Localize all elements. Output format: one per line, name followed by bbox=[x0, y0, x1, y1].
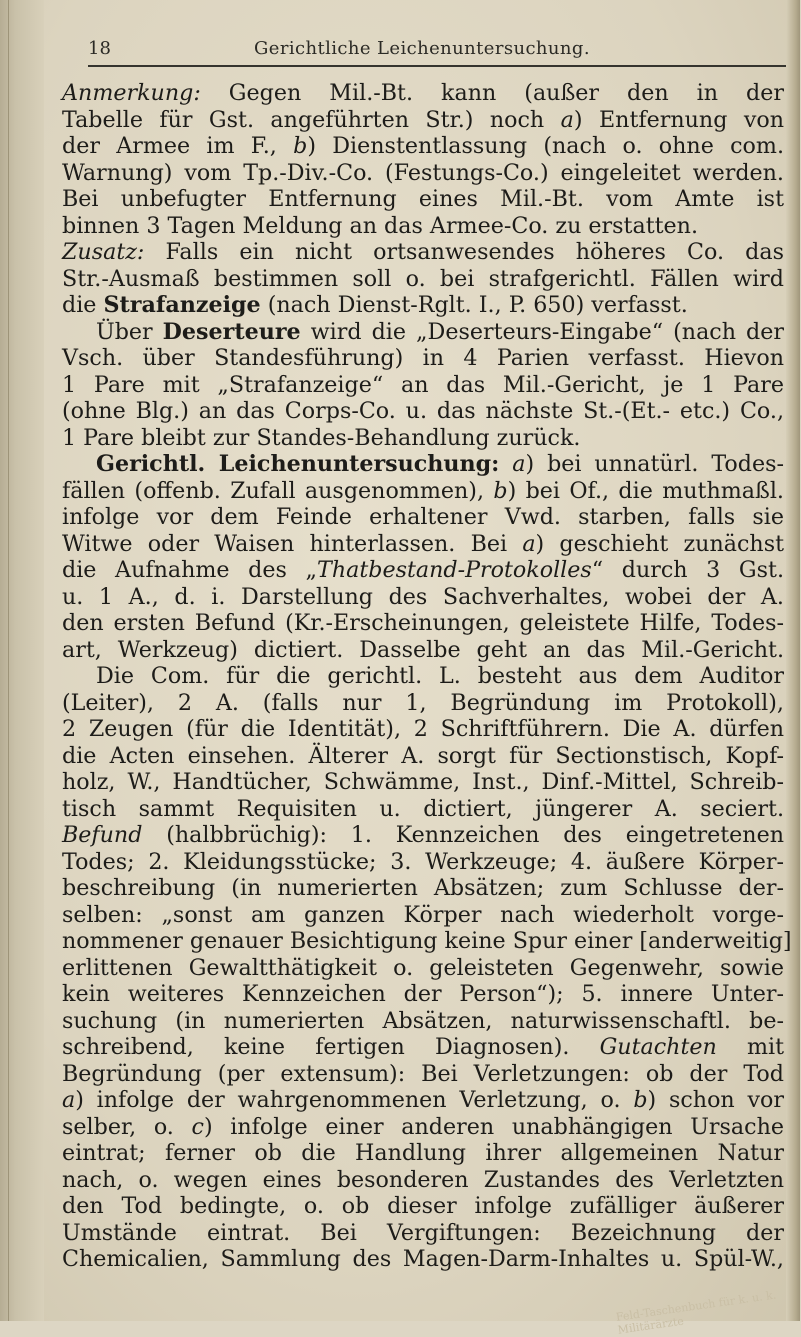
text-run: selber, o. bbox=[62, 1113, 192, 1140]
text-line bbox=[62, 504, 784, 531]
text-line bbox=[62, 716, 784, 743]
text-run: die Aufnahme des „ bbox=[62, 557, 318, 583]
italic-text: b bbox=[293, 133, 308, 159]
italic-text: c bbox=[191, 1113, 204, 1140]
text-run: der Armee im F., bbox=[62, 133, 294, 159]
text-run: ) infolge der wahrgenommenen Verletzung, o. bbox=[75, 1087, 634, 1113]
text-run: 1 Pare mit „Strafanzeige“ an das Mil.-Gericht, je 1 Pare bbox=[62, 371, 784, 398]
text-run: (halbbrüchig): 1. Kennzeichen des eingetretenen bbox=[142, 822, 784, 848]
text-run: kein weiteres Kennzeichen der Person“); 5. innere Unter- bbox=[62, 981, 784, 1007]
faint-stamp: Feld-Taschenbuch für k. u. k. Militärärzte bbox=[615, 1288, 777, 1337]
text-line bbox=[62, 107, 784, 134]
italic-text: b bbox=[633, 1087, 648, 1113]
italic-text: b bbox=[493, 477, 508, 504]
text-run: nach, o. wegen eines besonderen Zustandes des Verletzten bbox=[62, 1166, 784, 1193]
text-line bbox=[62, 875, 784, 902]
italic-text: Thatbestand-Protokolles bbox=[317, 557, 592, 583]
text-run: mit bbox=[716, 1034, 784, 1060]
italic-text: a bbox=[560, 106, 574, 133]
text-line bbox=[62, 1246, 784, 1273]
text-line bbox=[62, 1087, 784, 1114]
text-run: Vsch. über Standesführung) in 4 Parien verfasst. Hievon bbox=[62, 345, 784, 371]
text-run: binnen 3 Tagen Meldung an das Armee-Co. zu erstatten. bbox=[62, 212, 699, 239]
text-line bbox=[62, 610, 784, 637]
text-run: erlittenen Gewaltthätigkeit o. geleisteten Gegenwehr, sowie bbox=[62, 954, 784, 981]
text-line bbox=[62, 584, 784, 611]
text-run: art, Werkzeug) dictiert. Dasselbe geht an das Mil.-Gericht. bbox=[62, 636, 784, 663]
running-title: Gerichtliche Leichenuntersuchung. bbox=[254, 38, 590, 59]
bold-text: Strafanzeige bbox=[103, 292, 261, 318]
text-run: ) geschieht zunächst bbox=[535, 530, 784, 557]
text-line bbox=[62, 425, 784, 452]
italic-text: Zusatz: bbox=[62, 239, 145, 265]
italic-text: Gutachten bbox=[599, 1034, 717, 1060]
text-line bbox=[62, 398, 784, 425]
text-line bbox=[62, 981, 784, 1008]
text-line bbox=[62, 239, 784, 266]
text-run: selben: „sonst am ganzen Körper nach wiederholt vorge- bbox=[62, 901, 784, 928]
text-line bbox=[62, 928, 792, 955]
text-run: Falls ein nicht ortsanwesendes höheres Co. das bbox=[144, 239, 784, 265]
text-line bbox=[62, 133, 784, 160]
right-page-edge bbox=[786, 0, 800, 1321]
text-line bbox=[62, 690, 784, 717]
bold-text: Deserteure bbox=[162, 318, 301, 345]
text-run: Umstände eintrat. Bei Vergiftungen: Bezeichnung der bbox=[62, 1219, 784, 1246]
text-line bbox=[62, 1114, 784, 1141]
text-run: (nach Dienst-Rglt. I., P. 650) verfasst. bbox=[260, 292, 688, 318]
text-line bbox=[62, 186, 784, 213]
text-run: ) infolge einer anderen unabhängigen Ursache bbox=[203, 1113, 784, 1140]
text-line bbox=[62, 796, 784, 823]
text-line bbox=[62, 849, 784, 876]
text-line bbox=[62, 478, 784, 505]
text-line bbox=[62, 531, 784, 558]
text-run: (ohne Blg.) an das Corps-Co. u. das nächste St.-(Et.- etc.) Co., bbox=[62, 398, 784, 424]
text-run: die bbox=[62, 292, 104, 318]
text-run: ) bei unnatürl. Todes- bbox=[525, 451, 784, 477]
text-run: ) Dienstentlassung (nach o. ohne com. bbox=[307, 133, 784, 159]
text-run: nommener genauer Besichtigung keine Spur einer [anderweitig] bbox=[62, 928, 792, 954]
italic-text: a bbox=[62, 1087, 76, 1113]
page-number: 18 bbox=[88, 38, 111, 59]
text-run: die Acten einsehen. Älterer A. sorgt für Sectionstisch, Kopf- bbox=[62, 742, 784, 769]
text-line bbox=[62, 292, 784, 319]
text-line bbox=[62, 557, 784, 584]
text-line bbox=[62, 1140, 784, 1167]
text-run: fällen (offenb. Zufall ausgenommen), bbox=[62, 477, 494, 504]
text-run: “ durch 3 Gst. bbox=[591, 557, 784, 583]
text-line bbox=[62, 451, 784, 478]
text-run: wird die „Deserteurs-Eingabe“ (nach der bbox=[300, 318, 784, 345]
text-run: den ersten Befund (Kr.-Erscheinungen, geleistete Hilfe, Todes- bbox=[62, 610, 784, 636]
text-run: ) Entfernung von bbox=[573, 106, 785, 133]
text-line bbox=[62, 80, 784, 107]
text-line bbox=[62, 1193, 784, 1220]
text-run: Gegen Mil.-Bt. kann (außer den in der bbox=[200, 80, 784, 106]
text-run: suchung (in numerierten Absätzen, naturwissenschaftl. be- bbox=[62, 1007, 784, 1034]
italic-text: Befund bbox=[62, 822, 143, 848]
text-run: beschreibung (in numerierten Absätzen; zum Schlusse der- bbox=[62, 875, 784, 901]
bold-text: Gerichtl. Leichenuntersuchung: bbox=[96, 451, 500, 477]
text-run: infolge vor dem Feinde erhaltener Vwd. starben, falls sie bbox=[62, 504, 784, 530]
text-line bbox=[62, 743, 784, 770]
italic-text: Anmerkung: bbox=[62, 80, 201, 106]
text-run: den Tod bedingte, o. ob dieser infolge zufälliger äußerer bbox=[62, 1193, 784, 1219]
text-run: Die Com. für die gerichtl. L. besteht aus dem Auditor bbox=[96, 663, 784, 689]
text-line bbox=[62, 266, 784, 293]
text-run bbox=[499, 451, 512, 477]
text-line bbox=[62, 345, 784, 372]
text-line bbox=[62, 1034, 784, 1061]
header-rule bbox=[88, 65, 786, 67]
text-run: Bei unbefugter Entfernung eines Mil.-Bt. vom Amte ist bbox=[62, 186, 784, 212]
text-run: Begründung (per extensum): Bei Verletzungen: ob der Tod bbox=[62, 1060, 784, 1087]
text-run: Todes; 2. Kleidungsstücke; 3. Werkzeuge; 4. äußere Körper- bbox=[62, 848, 784, 875]
page-header bbox=[88, 38, 786, 68]
text-run: Tabelle für Gst. angeführten Str.) noch bbox=[62, 106, 561, 133]
text-line bbox=[62, 1061, 784, 1088]
text-run: 2 Zeugen (für die Identität), 2 Schriftführern. Die A. dürfen bbox=[62, 716, 784, 742]
text-run: ) schon vor bbox=[647, 1087, 784, 1113]
text-line bbox=[62, 1220, 784, 1247]
text-run: Witwe oder Waisen hinterlassen. Bei bbox=[62, 530, 523, 557]
text-run: Str.-Ausmaß bestimmen soll o. bei strafgerichtl. Fällen wird bbox=[62, 265, 784, 292]
text-line bbox=[62, 663, 784, 690]
text-line bbox=[62, 769, 784, 796]
text-line bbox=[62, 637, 784, 664]
text-run: Warnung) vom Tp.-Div.-Co. (Festungs-Co.) eingeleitet werden. bbox=[62, 159, 784, 186]
text-line bbox=[62, 955, 784, 982]
text-run: (Leiter), 2 A. (falls nur 1, Begründung im Protokoll), bbox=[62, 689, 784, 716]
text-run: eintrat; ferner ob die Handlung ihrer allgemeinen Natur bbox=[62, 1140, 784, 1166]
text-run: ) bei Of., die muthmaßl. bbox=[507, 477, 784, 504]
text-line bbox=[62, 160, 784, 187]
body-text bbox=[62, 80, 792, 1273]
text-line bbox=[62, 213, 784, 240]
text-run: holz, W., Handtücher, Schwämme, Inst., Dinf.-Mittel, Schreib- bbox=[62, 769, 784, 795]
text-run: 1 Pare bleibt zur Standes-Behandlung zurück. bbox=[62, 424, 581, 451]
text-run: Chemicalien, Sammlung des Magen-Darm-Inhaltes u. Spül-W., bbox=[62, 1246, 784, 1272]
italic-text: a bbox=[522, 530, 536, 557]
text-line bbox=[62, 372, 784, 399]
text-run: schreibend, keine fertigen Diagnosen). bbox=[62, 1034, 600, 1060]
text-run: tisch sammt Requisiten u. dictiert, jüngerer A. seciert. bbox=[62, 795, 784, 822]
text-run: Über bbox=[96, 318, 163, 345]
text-line bbox=[62, 902, 784, 929]
left-page-edge bbox=[0, 0, 44, 1321]
text-run: u. 1 A., d. i. Darstellung des Sachverhaltes, wobei der A. bbox=[62, 583, 784, 610]
text-line bbox=[62, 319, 784, 346]
text-line bbox=[62, 1008, 784, 1035]
italic-text: a bbox=[512, 451, 526, 477]
text-line bbox=[62, 822, 784, 849]
text-line bbox=[62, 1167, 784, 1194]
